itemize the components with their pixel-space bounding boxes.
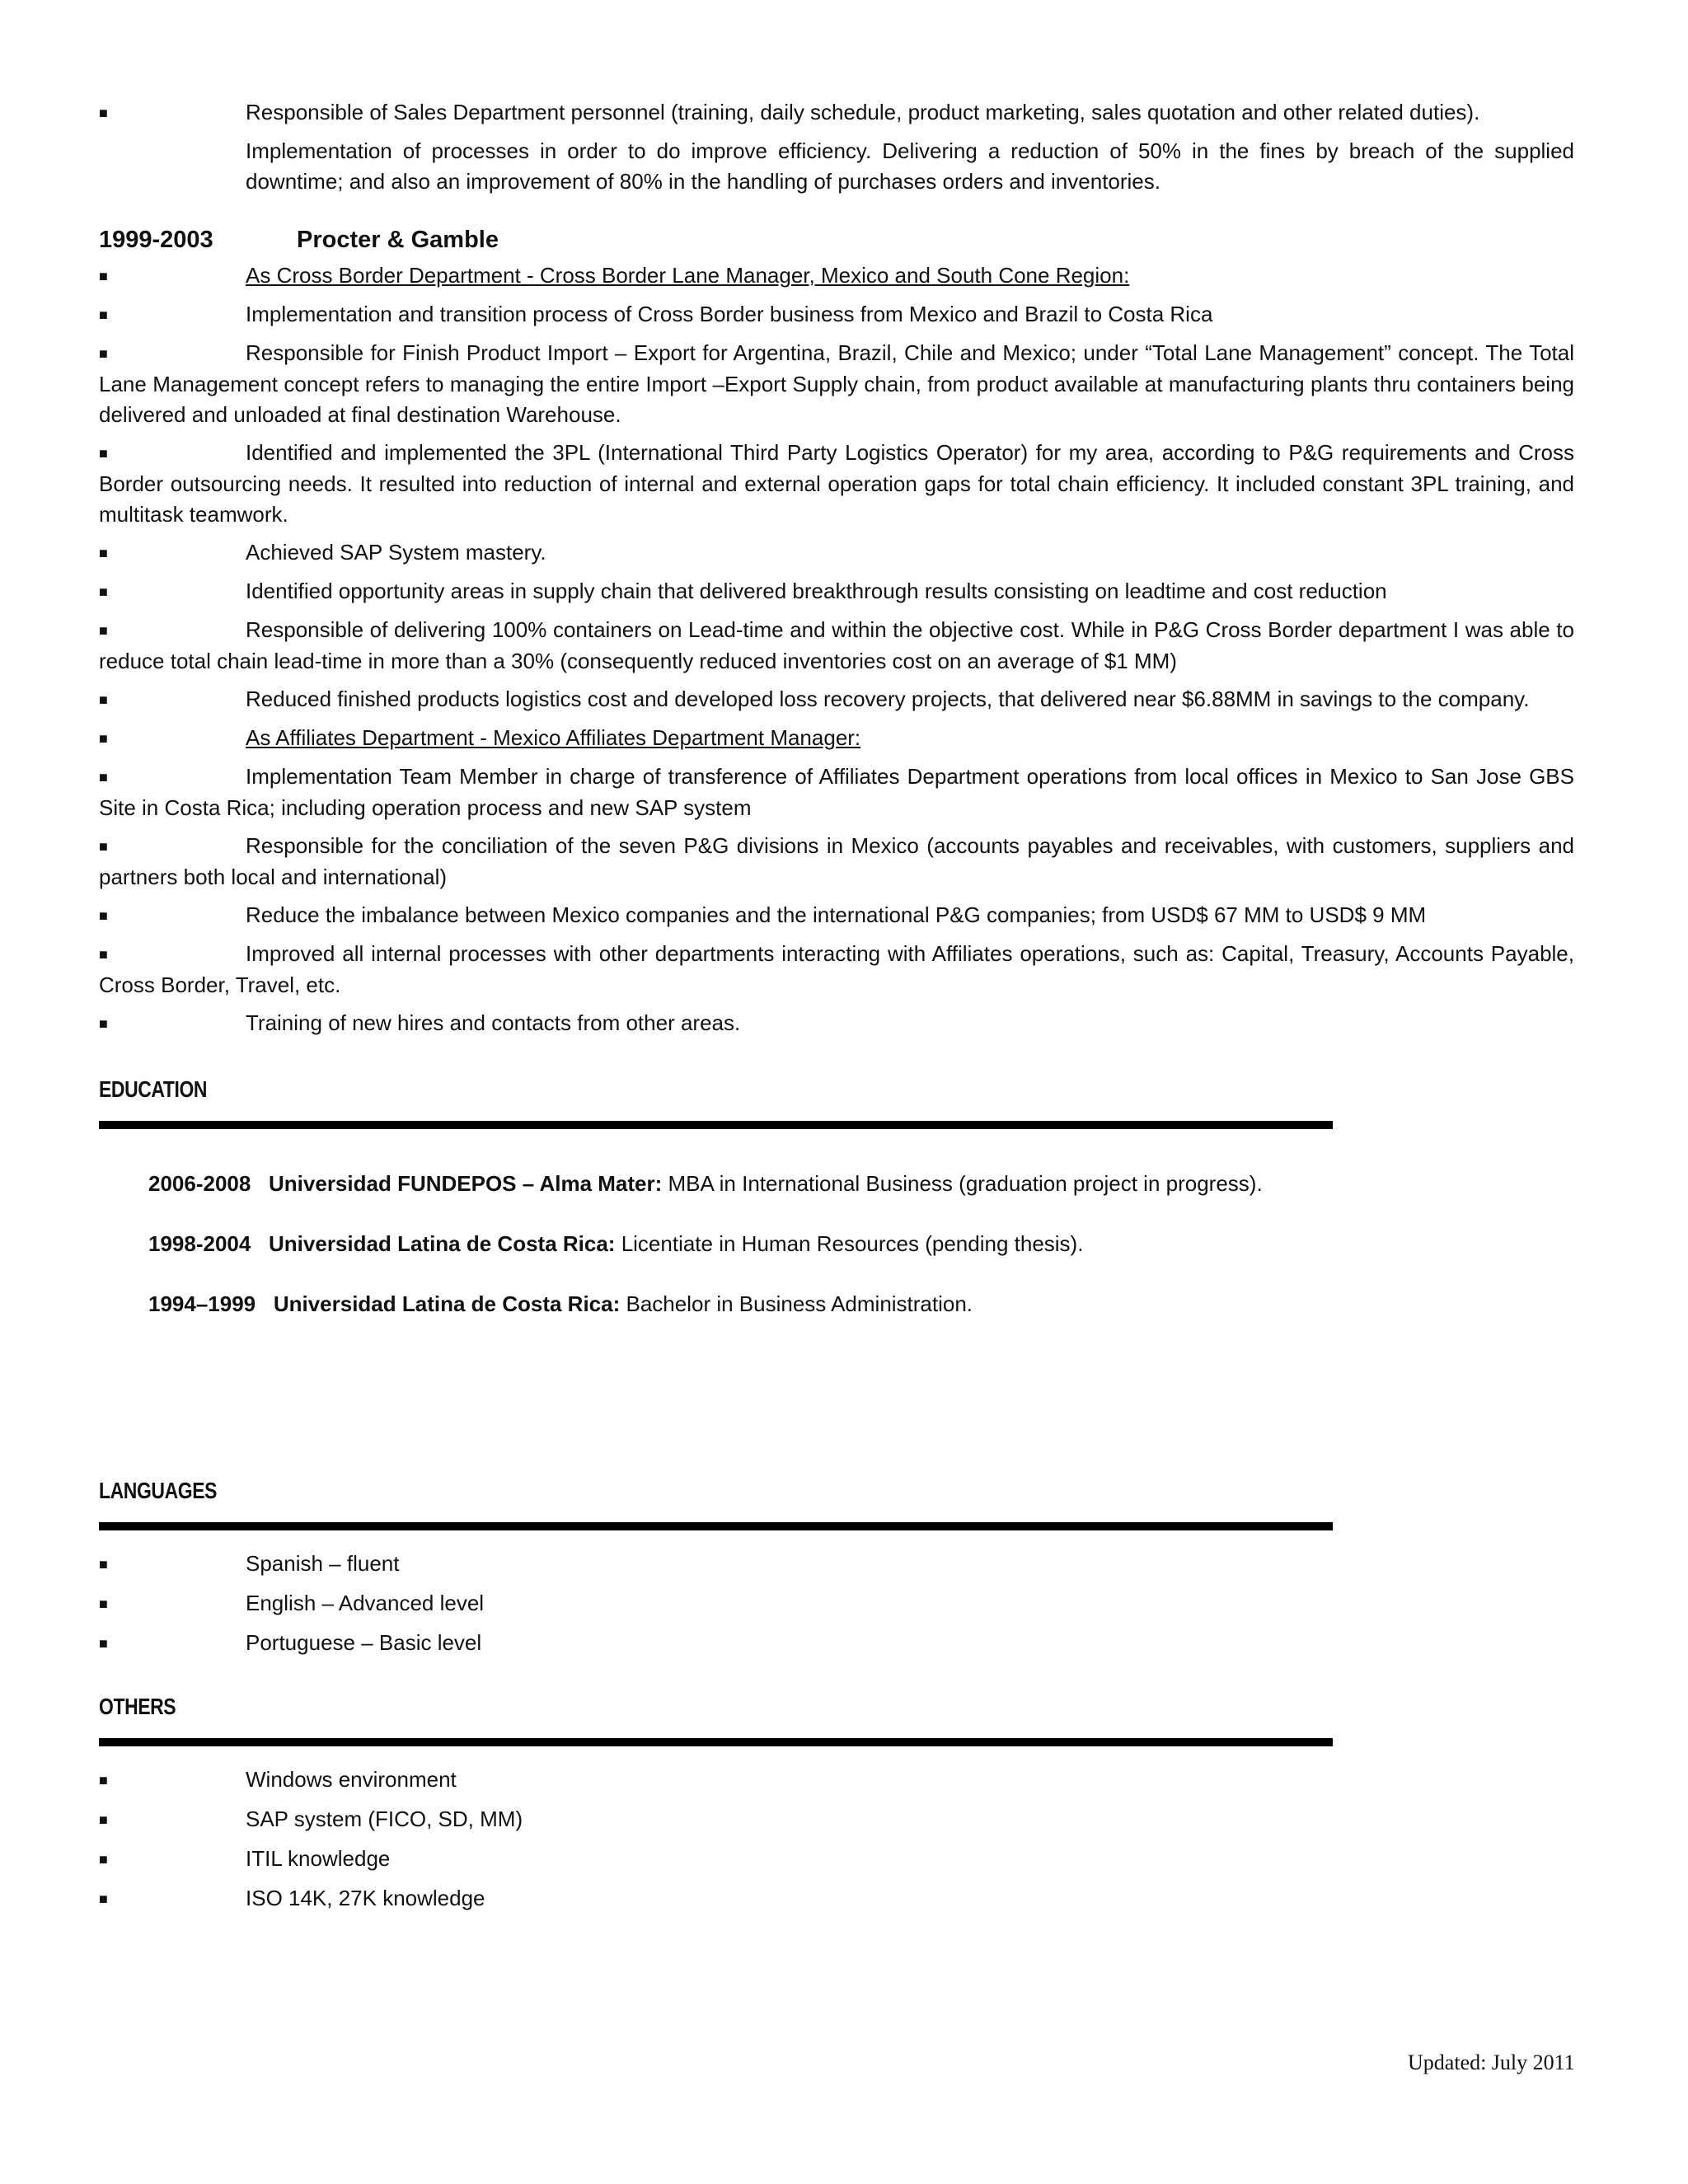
bullet-icon: ■ bbox=[99, 838, 108, 855]
bullet-icon: ■ bbox=[99, 1635, 108, 1652]
list-item-continuation: Implementation of processes in order to do improve efficiency. Delivering a reduction of 50% in the fines by breach of the supplied downtime; and also an improvement of 80% in the handling of purchases orders and inventories. bbox=[246, 138, 1574, 194]
list-item: ■ English – Advanced level bbox=[99, 1588, 1574, 1619]
job-company: Procter & Gamble bbox=[297, 227, 499, 253]
list-item bbox=[99, 723, 1574, 754]
role-subheading: As Affiliates Department - Mexico Affiliates Department Manager: bbox=[246, 725, 861, 750]
bullet-icon: ■ bbox=[99, 1556, 108, 1572]
section-divider bbox=[99, 1522, 1333, 1530]
bullet-icon: ■ bbox=[99, 105, 108, 121]
list-item: ■ Implementation Team Member in charge of transference of Affiliates Department operations from local offices in Mexico to San Jose GBS Site in Costa Rica; including operation process and new SAP system bbox=[99, 764, 1574, 820]
bullet-icon: ■ bbox=[99, 946, 108, 963]
bullet-icon: ■ bbox=[99, 1596, 108, 1612]
list-item: ■ Portuguese – Basic level bbox=[99, 1628, 1574, 1659]
list-item: ■ Reduced finished products logistics cost and developed loss recovery projects, that delivered near $6.88MM in savings to the company. bbox=[99, 684, 1574, 715]
bullet-icon: ■ bbox=[99, 545, 108, 561]
list-item: ■ Windows environment bbox=[99, 1765, 1574, 1796]
section-title-others: OTHERS bbox=[99, 1694, 176, 1719]
list-item: ■ Achieved SAP System mastery. bbox=[99, 537, 1574, 569]
list-item: ■ Spanish – fluent bbox=[99, 1549, 1574, 1580]
resume-page bbox=[99, 97, 1574, 1923]
section-title-education: EDUCATION bbox=[99, 1076, 208, 1102]
bullet-icon: ■ bbox=[99, 730, 108, 747]
bullet-icon: ■ bbox=[99, 1851, 108, 1868]
education-entry: 1994–1999 Universidad Latina de Costa Rica: Bachelor in Business Administration. bbox=[148, 1291, 973, 1316]
list-item: ■ ITIL knowledge bbox=[99, 1844, 1574, 1875]
list-item: ■ Identified and implemented the 3PL (International Third Party Logistics Operator) for my area, according to P&G requirements and Cross Border outsourcing needs. It resulted into reduction of internal and external operation gaps for total chain efficiency. It included constant 3PL training, and multitask teamwork. bbox=[99, 440, 1574, 527]
section-divider bbox=[99, 1738, 1333, 1746]
bullet-icon: ■ bbox=[99, 345, 108, 362]
bullet-icon: ■ bbox=[99, 268, 108, 284]
bullet-icon: ■ bbox=[99, 691, 108, 708]
list-item: ■ Responsible for the conciliation of the seven P&G divisions in Mexico (accounts payables and receivables, with customers, suppliers and partners both local and international) bbox=[99, 833, 1574, 889]
bullet-icon: ■ bbox=[99, 583, 108, 600]
bullet-icon: ■ bbox=[99, 1891, 108, 1907]
list-item: ■ SAP system (FICO, SD, MM) bbox=[99, 1804, 1574, 1835]
list-item: ■ Identified opportunity areas in supply chain that delivered breakthrough results consisting on leadtime and cost reduction bbox=[99, 576, 1574, 607]
list-item: ■ Responsible for Finish Product Import – Export for Argentina, Brazil, Chile and Mexico; under “Total Lane Management” concept. The Total Lane Management concept refers to managing the entire Import –Export Supply chain, from product available at manufacturing plants thru containers being delivered and unloaded at final destination Warehouse. bbox=[99, 340, 1574, 427]
languages-list bbox=[99, 1549, 1574, 1659]
bullet-icon: ■ bbox=[99, 622, 108, 639]
role-subheading: As Cross Border Department - Cross Border Lane Manager, Mexico and South Cone Region: bbox=[246, 263, 1130, 288]
education-entry: 1998-2004 Universidad Latina de Costa Rica: Licentiate in Human Resources (pending thesis). bbox=[148, 1231, 1084, 1256]
job-header bbox=[99, 227, 1574, 254]
bullet-icon: ■ bbox=[99, 907, 108, 924]
list-item: ■ Improved all internal processes with other departments interacting with Affiliates operations, such as: Capital, Treasury, Accounts Payable, Cross Border, Travel, etc. bbox=[99, 941, 1574, 997]
bullet-icon: ■ bbox=[99, 769, 108, 785]
section-title-languages: LANGUAGES bbox=[99, 1478, 218, 1503]
list-item: ■ ISO 14K, 27K knowledge bbox=[99, 1883, 1574, 1915]
bullet-icon: ■ bbox=[99, 1811, 108, 1828]
list-item: ■ Responsible of Sales Department personnel (training, daily schedule, product marketing, sales quotation and other related duties). bbox=[99, 97, 1574, 129]
bullet-icon: ■ bbox=[99, 1772, 108, 1788]
others-list bbox=[99, 1765, 1574, 1915]
bullet-icon: ■ bbox=[99, 1015, 108, 1032]
job-years: 1999-2003 bbox=[99, 227, 213, 253]
list-item: ■ Reduce the imbalance between Mexico companies and the international P&G companies; from USD$ 67 MM to USD$ 9 MM bbox=[99, 900, 1574, 931]
list-item bbox=[99, 260, 1574, 292]
bullet-icon: ■ bbox=[99, 445, 108, 462]
education-entry: 2006-2008 Universidad FUNDEPOS – Alma Mater: MBA in International Business (graduation project in progress). bbox=[148, 1171, 1263, 1196]
section-divider bbox=[99, 1121, 1333, 1129]
bullet-icon: ■ bbox=[99, 307, 108, 323]
list-item: ■ Training of new hires and contacts from other areas. bbox=[99, 1008, 1574, 1039]
list-item: ■ Responsible of delivering 100% containers on Lead-time and within the objective cost. While in P&G Cross Border department I was able to reduce total chain lead-time in more than a 30% (consequently reduced inventories cost on an average of $1 MM) bbox=[99, 617, 1574, 673]
updated-date: Updated: July 2011 bbox=[1408, 2050, 1575, 2074]
list-item: ■ Implementation and transition process of Cross Border business from Mexico and Brazil to Costa Rica bbox=[99, 299, 1574, 330]
